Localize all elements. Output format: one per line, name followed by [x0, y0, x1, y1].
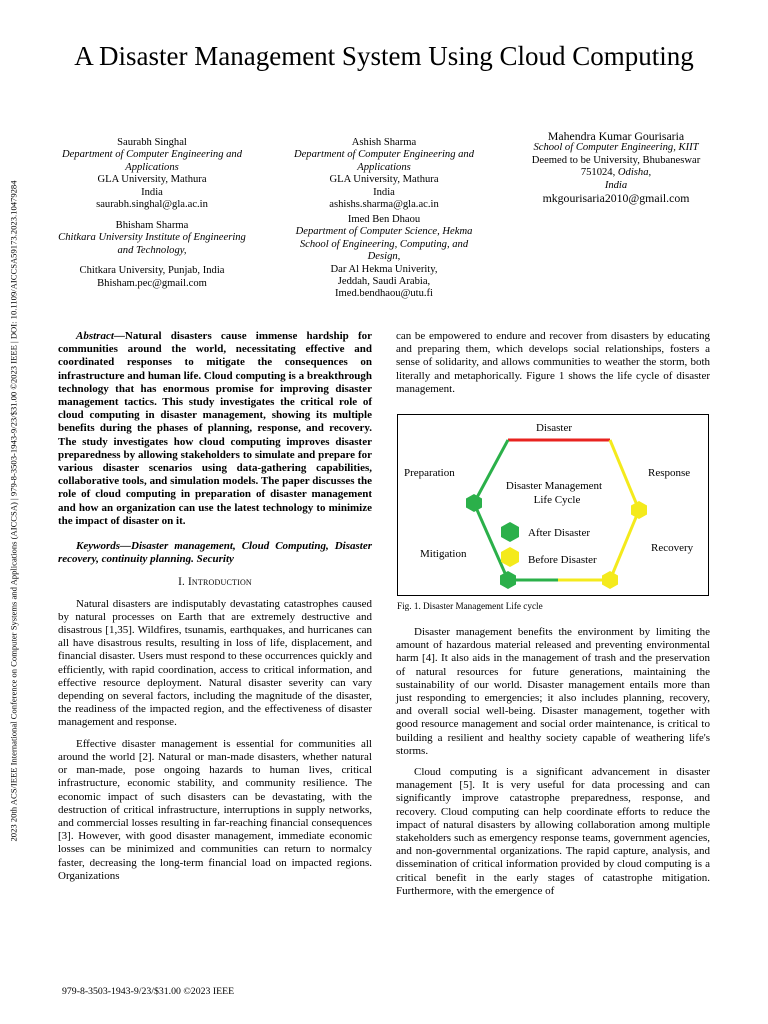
author-name: Imed Ben Dhaou	[347, 214, 421, 225]
author-email: saurabh.singhal@gla.ac.in	[96, 199, 208, 211]
paper-title: A Disaster Management System Using Cloud Computing	[74, 41, 694, 71]
author-name: Bhisham Sharma	[115, 220, 189, 231]
paragraph: Effective disaster management is essential for communities all around the world [2]. Natural or man-made disasters, whether natural or man-made, pose ongoing hazards to human lives, critical infrastructure, economic stability, and community resilience. The economic impact of such disasters can be devastating, with the destruction of critical infrastructure, interruptions in supply networks, and commercial losses resulting in far-reaching financial consequences [3]. However, with good disaster management, immediate economic losses can be minimized and communities can return to normalcy faster, decreasing the long-term financial load on impacted regions. Organizations	[58, 737, 372, 882]
label-center-line2: Life Cycle	[533, 494, 581, 506]
author-dept: Department of Computer Engineering and Applications	[61, 149, 243, 173]
author-name: Ashish Sharma	[351, 137, 417, 148]
author-org-location: Jeddah, Saudi Arabia,	[337, 276, 431, 288]
author-email: Imed.bendhaou@utu.fi	[334, 288, 433, 300]
legend-after-icon	[501, 522, 519, 542]
author-org: Dar Al Hekma Univerity,	[330, 263, 438, 275]
author-name: Saurabh Singhal	[117, 137, 187, 148]
author-country: India	[604, 179, 628, 191]
keywords-label: Keywords	[76, 540, 120, 553]
label-response: Response	[648, 467, 691, 479]
right-column-top	[396, 330, 710, 404]
author-dept: Department of Computer Engineering and Applications	[293, 149, 475, 173]
label-disaster: Disaster	[535, 422, 573, 434]
node-response-icon	[631, 501, 647, 519]
legend-before-label: Before Disaster	[528, 554, 597, 566]
right-column-bottom	[396, 626, 710, 906]
author-block-1	[52, 137, 252, 211]
sidebar-citation	[4, 137, 24, 885]
label-center-line1: Disaster Management	[505, 480, 603, 492]
author-block-2	[284, 137, 484, 211]
legend-before-icon	[501, 547, 519, 567]
edge-response	[610, 440, 639, 510]
author-block-5	[284, 214, 484, 301]
paragraph: Disaster management benefits the environment by limiting the amount of hazardous material released and preventing environmental harm [4]. It also aids in the management of trash and the preservation of natural resources for future generations, maintaining the sustainability of our world. Disaster management entails more than just responding to emergencies; it also includes planning, recovery, and overall social well-being. Disaster management, together with good resource management and social order maintenance, is critical to building a resilient and healthy society capable of weathering life's storms.	[396, 626, 710, 757]
node-mitigation-icon	[500, 571, 516, 589]
edge-preparation	[474, 440, 508, 503]
paragraph: Cloud computing is a significant advancement in disaster management [5]. It is very useful for data processing and can significantly improve catastrophe preparedness, response, and recovery. Cloud computing can help coordinate efforts to reduce the impact of natural disasters by allowing collaboration among multiple stakeholders such as emergency response teams, government agencies, and non-governmental organizations. The rapid capture, analysis, and dissemination of critical information provided by cloud computing is a critical benefit in the early stages of catastrophe mitigation. Furthermore, with the emergence of	[396, 766, 710, 897]
edge-mitigation	[474, 503, 508, 580]
figure-caption: Fig. 1. Disaster Management Life cycle	[397, 601, 543, 611]
author-email: Bhisham.pec@gmail.com	[97, 277, 207, 289]
footer-copyright: 979-8-3503-1943-9/23/$31.00 ©2023 IEEE	[62, 986, 235, 997]
author-state: Odisha,	[617, 167, 652, 179]
author-dept: School of Computer Engineering, KIIT	[533, 142, 699, 154]
keywords	[58, 540, 372, 566]
label-mitigation: Mitigation	[420, 548, 467, 560]
abstract	[58, 330, 372, 528]
edge-recovery	[610, 510, 639, 580]
author-email: mkgourisaria2010@gmail.com	[542, 191, 690, 206]
node-recovery-icon	[602, 571, 618, 589]
author-email: ashishs.sharma@gla.ac.in	[329, 199, 439, 211]
left-column	[58, 330, 372, 891]
label-preparation: Preparation	[404, 467, 455, 479]
author-name: Mahendra Kumar Gourisaria	[547, 129, 685, 143]
author-dept: Chitkara University Institute of Engineering and Technology,	[58, 232, 246, 256]
paragraph: Natural disasters are indisputably devastating catastrophes caused by natural processes on Earth that are extremely destructive and disastrous [1,35]. Wildfires, tsunamis, earthquakes, and hurricanes can all have disastrous results, resulting in loss of life, displacement, and financial disaster. Users must respond to these occurrences quickly and efficiently, with rapid coordination, access to critical information, and effective resource deployment. Natural disaster severity can vary depending on several factors, including the magnitude of the disaster, the readiness of the impacted region, and the effectiveness of disaster management and response.	[58, 597, 372, 729]
author-org: GLA University, Mathura	[329, 174, 439, 186]
author-block-3	[506, 130, 726, 204]
author-dept: Department of Computer Science, Hekma School of Engineering, Computing, and Design,	[295, 226, 473, 263]
legend-after-label: After Disaster	[528, 527, 591, 539]
author-country: India	[141, 186, 163, 198]
label-recovery: Recovery	[651, 542, 694, 554]
author-org: Chitkara University, Punjab, India	[79, 265, 225, 277]
figure-lifecycle	[397, 414, 709, 596]
keywords-text: —Disaster management, Cloud Computing, Disaster recovery, continuity planning. Security	[58, 540, 372, 566]
paragraph: can be empowered to endure and recover from disasters by educating and preparing them, which develops social relationships, fosters a sense of solidarity, and allows communities to weather the storm, both literally and metaphorically. Figure 1 shows the life cycle of disaster management.	[396, 330, 710, 395]
author-postcode: 751024,	[580, 167, 616, 179]
author-org: GLA University, Mathura	[97, 174, 207, 186]
lifecycle-diagram	[398, 415, 708, 595]
sidebar-citation-text: 2023 20th ACS/IEEE International Conference on Computer Systems and Applications (AICCSA) | 979-8-3503-1943-9/23/$31.00 ©2023 IEEE | DOI: 10.1109/AICCSA59173.2023.10479284	[9, 180, 20, 842]
node-preparation-icon	[466, 494, 482, 512]
section-heading-introduction: I. Introduction	[178, 576, 252, 589]
abstract-text: —Natural disasters cause immense hardship for communities around the world, necessitating effective and coordinated responses to mitigate the consequences on infrastructure and human life. Cloud computing is a breakthrough technology that has enormous promise for improving disaster management tactics. This study investigates the critical role of cloud computing in disaster management, showing its multiple benefits during the phases of planning, response, and recovery. The study investigates how cloud computing improves disaster preparedness by allowing stakeholders to simulate and prepare for various disaster scenarios using data-gathering capabilities, collaborative tools, and simulation models. The paper discusses the role of cloud computing in preparation of disaster management and how an organization can use the latest technology to minimize the impact of disaster on it.	[58, 330, 372, 527]
abstract-label: Abstract	[76, 330, 114, 342]
author-block-4	[52, 220, 252, 290]
author-org: Deemed to be University, Bhubaneswar	[531, 154, 701, 166]
author-country: India	[373, 186, 395, 198]
